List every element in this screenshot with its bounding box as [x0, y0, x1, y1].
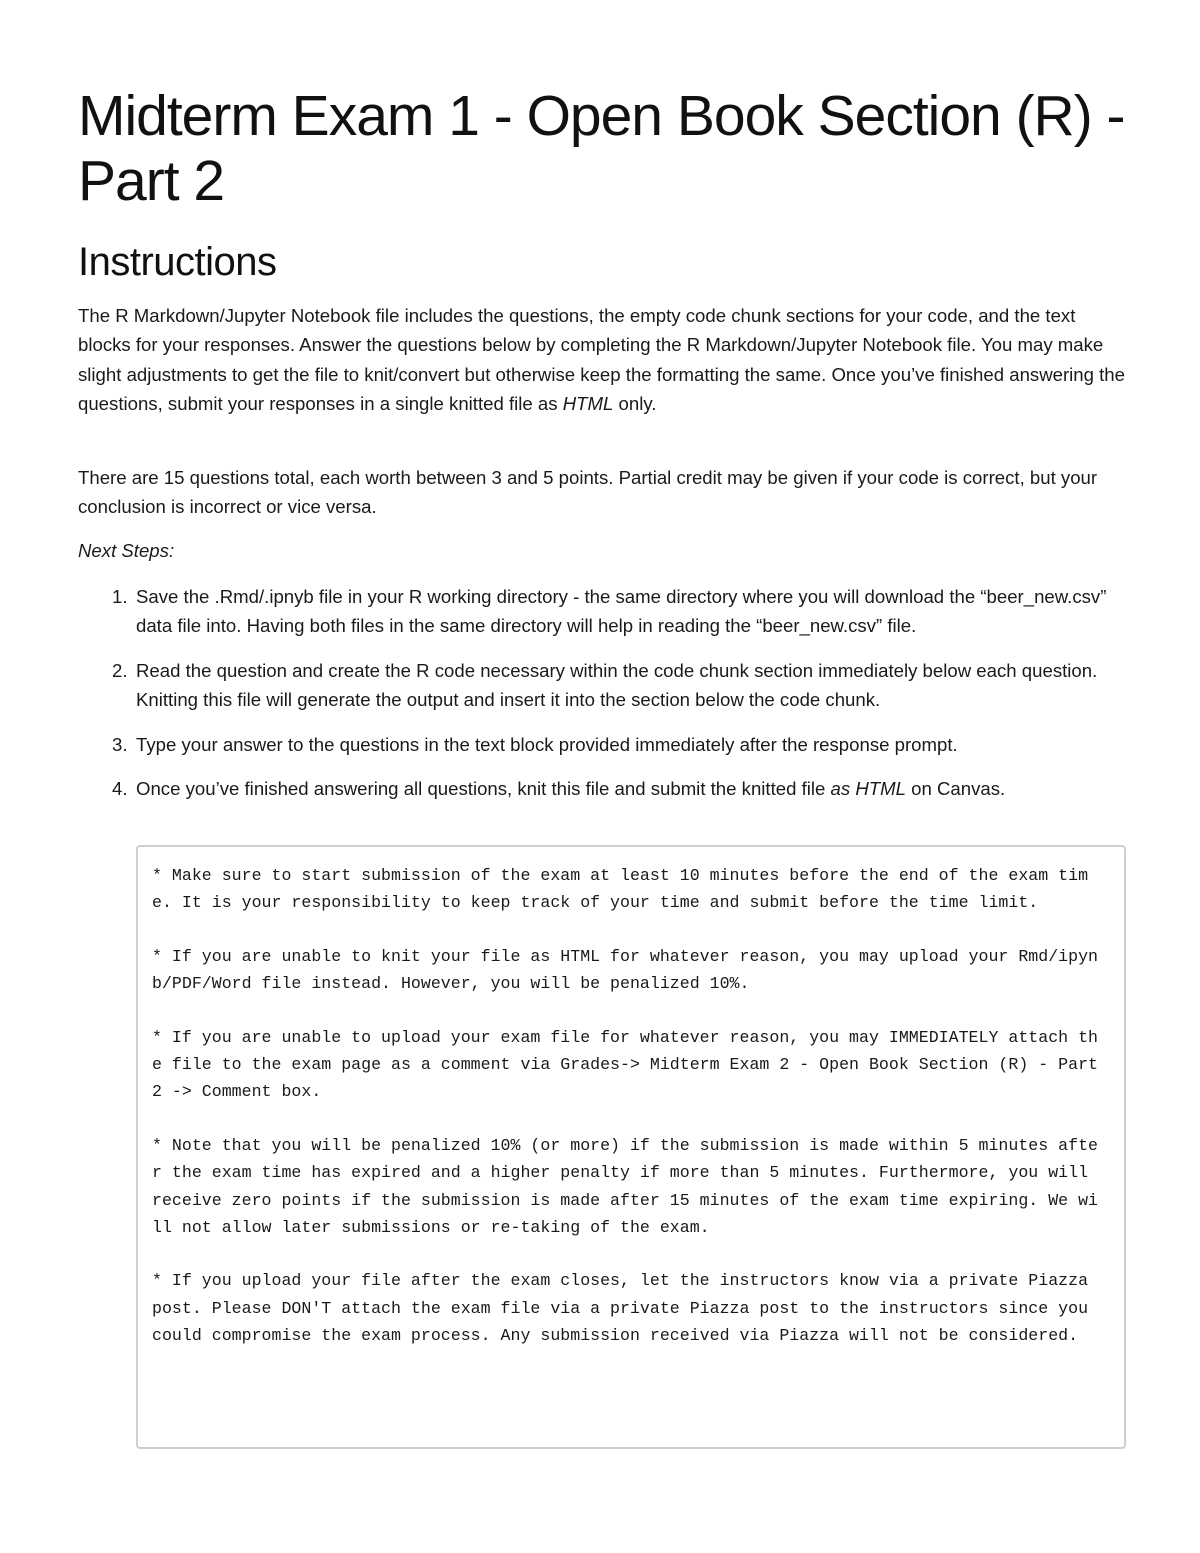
list-item-emphasis: as HTML — [830, 778, 906, 800]
list-item-text: Type your answer to the questions in the text block provided immediately after the response prompt. — [136, 733, 958, 755]
list-item — [112, 730, 1126, 759]
exam-notes-code-block — [136, 845, 1126, 1449]
list-item — [112, 656, 1126, 715]
instructions-paragraph-2: There are 15 questions total, each worth between 3 and 5 points. Partial credit may be given if your code is correct, but your conclusion is incorrect or vice versa. — [78, 467, 1098, 518]
list-item-text: Save the .Rmd/.ipnyb file in your R working directory - the same directory where you will download the “beer_new.csv” data file into. Having both files in the same directory will help in reading the “beer_new.csv” file. — [136, 586, 1107, 637]
list-item-text-start: Once you’ve finished answering all questions, knit this file and submit the knitted file — [136, 778, 831, 800]
list-item-number: 4. — [112, 778, 128, 800]
list-item-number: 3. — [112, 733, 128, 755]
list-item — [112, 774, 1126, 803]
paragraph-1-text: The R Markdown/Jupyter Notebook file includes the questions, the empty code chunk sections for your code, and the text blocks for your responses. Answer the questions below by completing the R Markdown/Jupyter Notebook file. You may make slight adjustments to get the file to knit/convert but otherwise keep the formatting the same. Once you’ve finished answering the questions, submit your responses in a single knitted file as — [78, 305, 1125, 415]
page-title: Midterm Exam 1 - Open Book Section (R) - Part 2 — [78, 84, 1125, 213]
note-upload-failure: * If you are unable to upload your exam file for whatever reason, you may IMMEDIATELY attach the file to the exam page as a comment via Grades-> Midterm Exam 2 - Open Book Section (R) - Part 2 -> Comment box. — [152, 1027, 1108, 1102]
list-item-text — [136, 778, 1005, 799]
note-piazza-post: * If you upload your file after the exam closes, let the instructors know via a private Piazza post. Please DON'T attach the exam file via a private Piazza post to the instructors since you could compromise the exam process. Any submission received via Piazza will not be considered. — [152, 1271, 1099, 1346]
list-item — [112, 582, 1126, 641]
instructions-heading: Instructions — [78, 240, 277, 284]
note-start-early: * Make sure to start submission of the exam at least 10 minutes before the end of the exam time. It is your responsibility to keep track of your time and submit before the time limit. — [152, 866, 1089, 913]
note-late-penalty: * Note that you will be penalized 10% (or more) if the submission is made within 5 minutes after the exam time has expired and a higher penalty if more than 5 minutes. Furthermore, you will receive zero points if the submission is made after 15 minutes of the exam time expiring. We will not allow later submissions or re-taking of the exam. — [152, 1135, 1099, 1238]
next-steps-label: Next Steps: — [78, 540, 175, 561]
list-item-text-end: on Canvas. — [905, 778, 1006, 800]
instructions-paragraph-1 — [78, 301, 1126, 419]
paragraph-1-emphasis: HTML — [562, 393, 614, 415]
note-knit-html: * If you are unable to knit your file as HTML for whatever reason, you may upload your Rmd/ipynb/PDF/Word file instead. However, you will be penalized 10%. — [152, 946, 1098, 994]
list-item-text: Read the question and create the R code necessary within the code chunk section immediately below each question. Knitting this file will generate the output and insert it into the section below the code chunk. — [136, 659, 1098, 711]
next-steps-list — [78, 582, 1126, 818]
paragraph-1-text-end: only. — [613, 393, 657, 415]
list-item-number: 2. — [112, 659, 128, 681]
list-item-number: 1. — [112, 586, 128, 607]
